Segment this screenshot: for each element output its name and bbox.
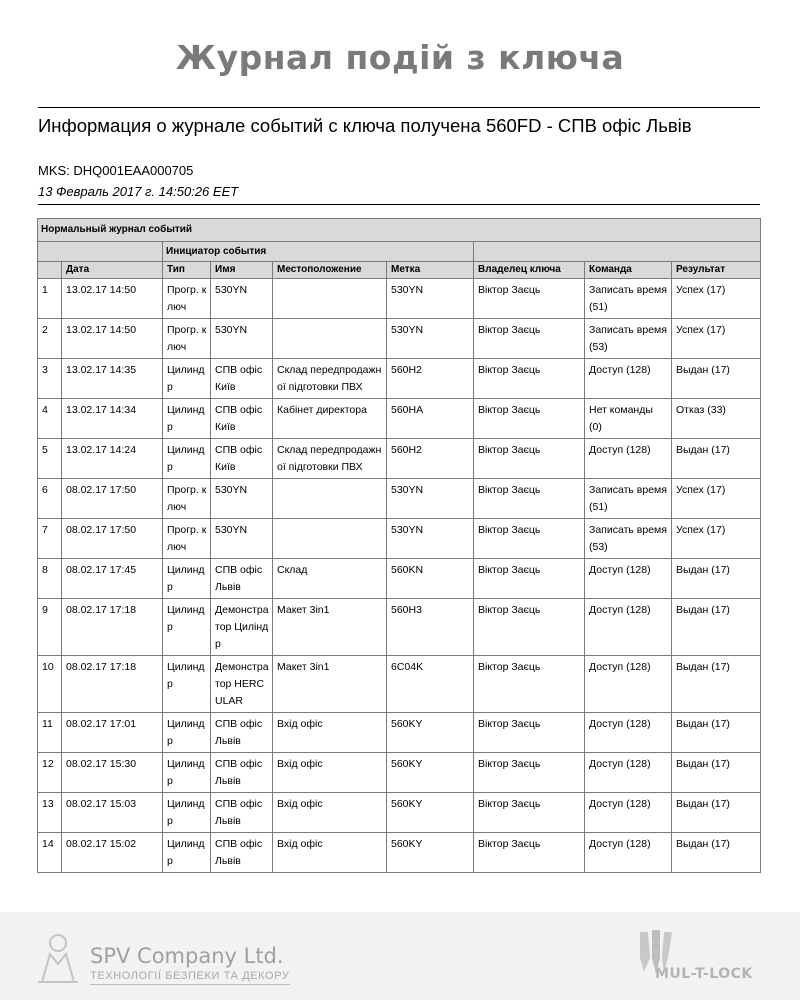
event-date-cell: 08.02.17 15:30 — [62, 753, 163, 793]
command-cell: Доступ (128) — [585, 656, 672, 713]
key-owner-cell: Віктор Заєць — [474, 359, 585, 399]
result-cell: Выдан (17) — [672, 656, 761, 713]
key-owner-cell: Віктор Заєць — [474, 793, 585, 833]
initiator-type-cell: Цилиндр — [163, 359, 211, 399]
column-header: Владелец ключа — [474, 262, 585, 279]
row-number-cell: 13 — [38, 793, 62, 833]
group-header-blank-right — [474, 242, 761, 262]
row-number-cell: 10 — [38, 656, 62, 713]
initiator-type-cell: Цилиндр — [163, 439, 211, 479]
result-cell: Выдан (17) — [672, 713, 761, 753]
result-cell: Выдан (17) — [672, 439, 761, 479]
location-cell: Склад — [273, 559, 387, 599]
event-date-cell: 08.02.17 17:50 — [62, 479, 163, 519]
result-cell: Выдан (17) — [672, 753, 761, 793]
tag-cell: 560KY — [387, 753, 474, 793]
tag-cell: 560KY — [387, 833, 474, 873]
info-heading: Информация о журнале событий с ключа получена 560FD - СПВ офіс Львів — [38, 115, 692, 136]
initiator-name-cell: СПВ офіс Львів — [211, 753, 273, 793]
spv-emblem-icon — [36, 930, 80, 984]
table-row — [38, 479, 761, 519]
table-row — [38, 833, 761, 873]
location-cell — [273, 519, 387, 559]
tag-cell: 530YN — [387, 279, 474, 319]
initiator-type-cell: Цилиндр — [163, 713, 211, 753]
column-header: Дата — [62, 262, 163, 279]
title-rule — [38, 107, 760, 108]
command-cell: Доступ (128) — [585, 793, 672, 833]
event-date-cell: 13.02.17 14:50 — [62, 279, 163, 319]
row-number-cell: 2 — [38, 319, 62, 359]
initiator-type-cell: Цилиндр — [163, 753, 211, 793]
column-header: Имя — [211, 262, 273, 279]
initiator-type-cell: Цилиндр — [163, 599, 211, 656]
table-row — [38, 656, 761, 713]
result-cell: Успех (17) — [672, 479, 761, 519]
command-cell: Записать время (53) — [585, 519, 672, 559]
row-number-cell: 14 — [38, 833, 62, 873]
tag-cell: 560H2 — [387, 439, 474, 479]
table-row — [38, 753, 761, 793]
result-cell: Выдан (17) — [672, 559, 761, 599]
result-cell: Выдан (17) — [672, 599, 761, 656]
info-rule — [38, 204, 760, 205]
table-row — [38, 439, 761, 479]
key-owner-cell: Віктор Заєць — [474, 753, 585, 793]
command-cell: Доступ (128) — [585, 833, 672, 873]
command-cell: Доступ (128) — [585, 359, 672, 399]
group-header-initiator: Инициатор события — [163, 242, 474, 262]
tag-cell: 530YN — [387, 479, 474, 519]
initiator-name-cell: СПВ офіс Київ — [211, 439, 273, 479]
event-log-body — [38, 279, 761, 873]
command-cell: Нет команды (0) — [585, 399, 672, 439]
key-owner-cell: Віктор Заєць — [474, 279, 585, 319]
initiator-name-cell: Демонстратор Циліндр — [211, 599, 273, 656]
initiator-type-cell: Прогр. ключ — [163, 519, 211, 559]
key-owner-cell: Віктор Заєць — [474, 833, 585, 873]
table-row — [38, 399, 761, 439]
column-header: Команда — [585, 262, 672, 279]
report-datetime: 13 Февраль 2017 г. 14:50:26 EET — [38, 184, 239, 199]
initiator-type-cell: Прогр. ключ — [163, 479, 211, 519]
location-cell: Вхід офіс — [273, 833, 387, 873]
command-cell: Записать время (51) — [585, 479, 672, 519]
event-date-cell: 13.02.17 14:34 — [62, 399, 163, 439]
initiator-name-cell: СПВ офіс Київ — [211, 399, 273, 439]
initiator-name-cell: 530YN — [211, 519, 273, 559]
event-date-cell: 08.02.17 17:01 — [62, 713, 163, 753]
command-cell: Доступ (128) — [585, 753, 672, 793]
initiator-name-cell: 530YN — [211, 279, 273, 319]
group-header-blank — [38, 242, 163, 262]
key-owner-cell: Віктор Заєць — [474, 399, 585, 439]
command-cell: Доступ (128) — [585, 713, 672, 753]
command-cell: Доступ (128) — [585, 559, 672, 599]
tag-cell: 560HA — [387, 399, 474, 439]
command-cell: Записать время (53) — [585, 319, 672, 359]
group-header-row — [38, 242, 761, 262]
initiator-name-cell: СПВ офіс Львів — [211, 833, 273, 873]
row-number-cell: 6 — [38, 479, 62, 519]
key-owner-cell: Віктор Заєць — [474, 599, 585, 656]
initiator-type-cell: Прогр. ключ — [163, 319, 211, 359]
result-cell: Выдан (17) — [672, 359, 761, 399]
row-number-cell: 12 — [38, 753, 62, 793]
table-row — [38, 559, 761, 599]
location-cell: Склад передпродажної підготовки ПВХ — [273, 439, 387, 479]
tag-cell: 6C04K — [387, 656, 474, 713]
table-row — [38, 793, 761, 833]
tag-cell: 530YN — [387, 319, 474, 359]
location-cell: Макет 3in1 — [273, 599, 387, 656]
initiator-type-cell: Цилиндр — [163, 793, 211, 833]
initiator-type-cell: Цилиндр — [163, 399, 211, 439]
tag-cell: 560KY — [387, 793, 474, 833]
brand-name: MUL-T-LOCK — [655, 966, 753, 982]
table-row — [38, 713, 761, 753]
section-title-row — [38, 219, 761, 242]
row-number-cell: 4 — [38, 399, 62, 439]
column-header — [38, 262, 62, 279]
initiator-name-cell: СПВ офіс Київ — [211, 359, 273, 399]
event-log-table — [37, 218, 761, 873]
location-cell: Вхід офіс — [273, 793, 387, 833]
event-date-cell: 08.02.17 17:50 — [62, 519, 163, 559]
event-date-cell: 13.02.17 14:35 — [62, 359, 163, 399]
tag-cell: 560H2 — [387, 359, 474, 399]
initiator-name-cell: СПВ офіс Львів — [211, 713, 273, 753]
initiator-type-cell: Прогр. ключ — [163, 279, 211, 319]
table-row — [38, 599, 761, 656]
tag-cell: 560KN — [387, 559, 474, 599]
location-cell — [273, 319, 387, 359]
column-header: Метка — [387, 262, 474, 279]
result-cell: Успех (17) — [672, 279, 761, 319]
initiator-name-cell: СПВ офіс Львів — [211, 793, 273, 833]
location-cell: Макет 3in1 — [273, 656, 387, 713]
key-owner-cell: Віктор Заєць — [474, 713, 585, 753]
location-cell: Вхід офіс — [273, 713, 387, 753]
location-cell — [273, 479, 387, 519]
row-number-cell: 3 — [38, 359, 62, 399]
result-cell: Успех (17) — [672, 519, 761, 559]
event-date-cell: 08.02.17 15:03 — [62, 793, 163, 833]
location-cell: Кабінет директора — [273, 399, 387, 439]
column-header: Тип — [163, 262, 211, 279]
company-name: SPV Company Ltd. — [90, 944, 284, 968]
command-cell: Доступ (128) — [585, 439, 672, 479]
row-number-cell: 7 — [38, 519, 62, 559]
key-owner-cell: Віктор Заєць — [474, 519, 585, 559]
event-date-cell: 08.02.17 15:02 — [62, 833, 163, 873]
table-row — [38, 279, 761, 319]
key-owner-cell: Віктор Заєць — [474, 479, 585, 519]
location-cell: Склад передпродажної підготовки ПВХ — [273, 359, 387, 399]
location-cell — [273, 279, 387, 319]
company-tagline: ТЕХНОЛОГІЇ БЕЗПЕКИ ТА ДЕКОРУ — [90, 970, 290, 985]
column-header: Результат — [672, 262, 761, 279]
key-owner-cell: Віктор Заєць — [474, 656, 585, 713]
initiator-name-cell: Демонстратор HERCULAR — [211, 656, 273, 713]
key-owner-cell: Віктор Заєць — [474, 439, 585, 479]
row-number-cell: 11 — [38, 713, 62, 753]
tag-cell: 560H3 — [387, 599, 474, 656]
key-owner-cell: Віктор Заєць — [474, 559, 585, 599]
result-cell: Успех (17) — [672, 319, 761, 359]
event-date-cell: 08.02.17 17:18 — [62, 599, 163, 656]
column-header: Местоположение — [273, 262, 387, 279]
mks-id: MKS: DHQ001EAA000705 — [38, 163, 194, 178]
event-date-cell: 13.02.17 14:50 — [62, 319, 163, 359]
row-number-cell: 9 — [38, 599, 62, 656]
row-number-cell: 1 — [38, 279, 62, 319]
section-title: Нормальный журнал событий — [38, 219, 761, 242]
table-row — [38, 519, 761, 559]
event-date-cell: 13.02.17 14:24 — [62, 439, 163, 479]
location-cell: Вхід офіс — [273, 753, 387, 793]
initiator-name-cell: 530YN — [211, 479, 273, 519]
tag-cell: 560KY — [387, 713, 474, 753]
result-cell: Выдан (17) — [672, 793, 761, 833]
event-date-cell: 08.02.17 17:45 — [62, 559, 163, 599]
initiator-name-cell: СПВ офіс Львів — [211, 559, 273, 599]
result-cell: Отказ (33) — [672, 399, 761, 439]
initiator-type-cell: Цилиндр — [163, 833, 211, 873]
event-date-cell: 08.02.17 17:18 — [62, 656, 163, 713]
row-number-cell: 5 — [38, 439, 62, 479]
initiator-name-cell: 530YN — [211, 319, 273, 359]
table-row — [38, 319, 761, 359]
command-cell: Записать время (51) — [585, 279, 672, 319]
key-owner-cell: Віктор Заєць — [474, 319, 585, 359]
result-cell: Выдан (17) — [672, 833, 761, 873]
row-number-cell: 8 — [38, 559, 62, 599]
column-header-row — [38, 262, 761, 279]
initiator-type-cell: Цилиндр — [163, 559, 211, 599]
initiator-type-cell: Цилиндр — [163, 656, 211, 713]
page-title: Журнал подій з ключа — [175, 38, 625, 77]
command-cell: Доступ (128) — [585, 599, 672, 656]
table-row — [38, 359, 761, 399]
tag-cell: 530YN — [387, 519, 474, 559]
